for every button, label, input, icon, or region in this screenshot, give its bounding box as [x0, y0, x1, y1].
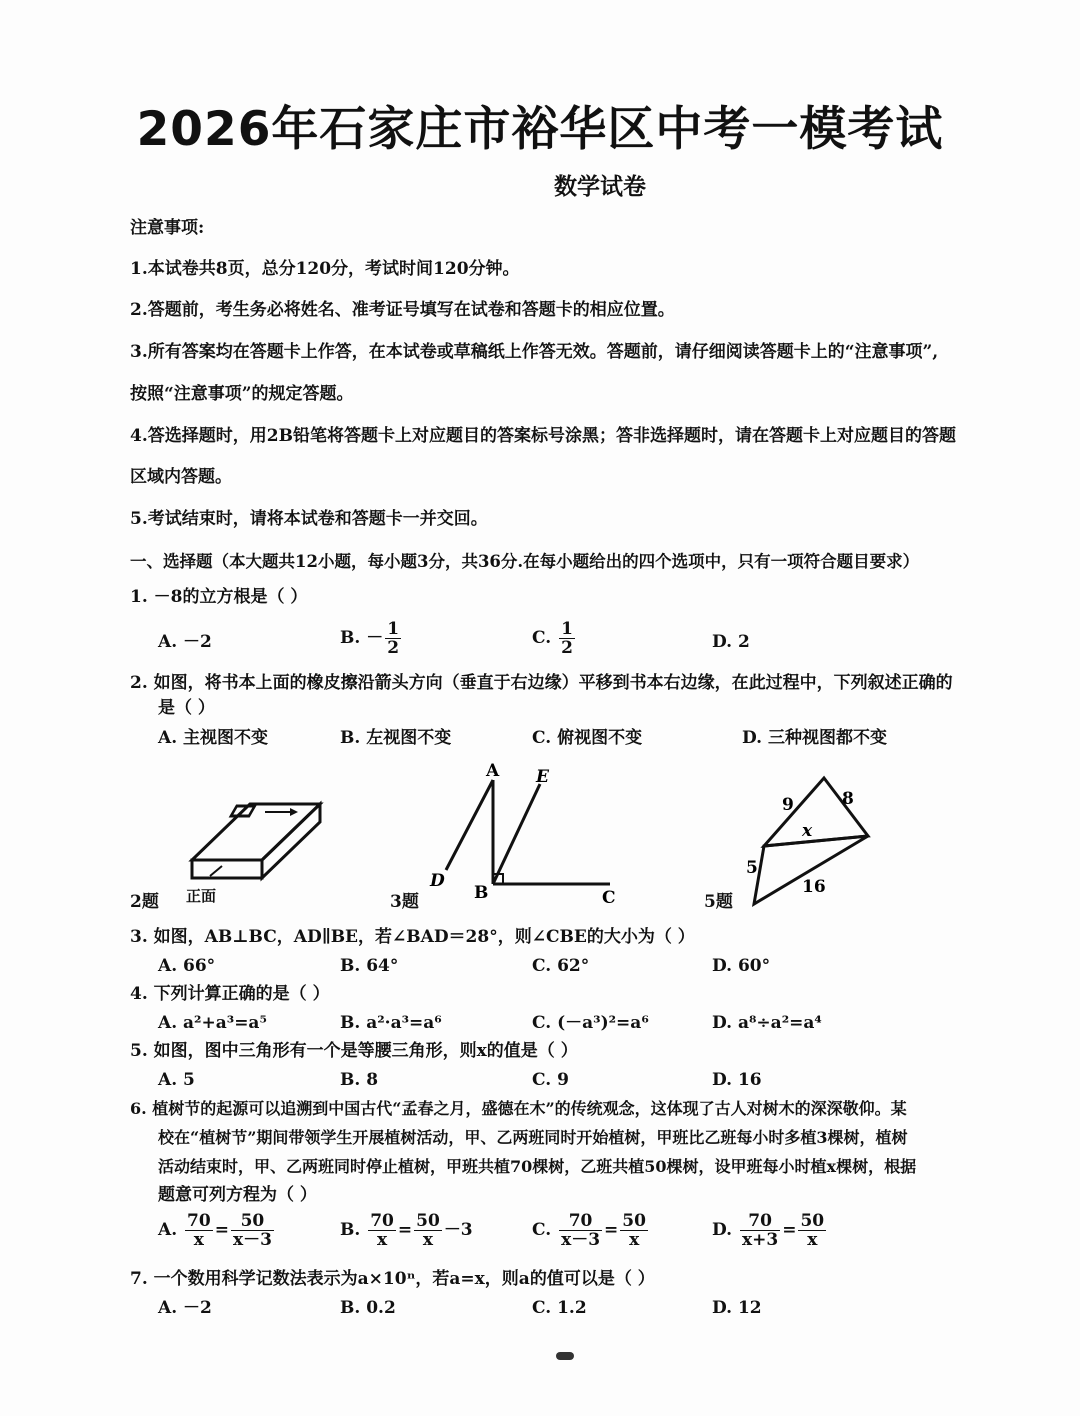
q5-option-c: C. 9: [532, 1070, 569, 1090]
question-5-stem: 5. 如图，图中三角形有一个是等腰三角形，则x的值是（ ）: [130, 1041, 578, 1061]
section-heading: 一、选择题（本大题共12小题，每小题3分，共36分.在每小题给出的四个选项中，只有一项符合题目要求）: [130, 552, 920, 571]
q3-option-b: B. 64°: [340, 956, 399, 976]
q1-option-d: D. 2: [712, 632, 750, 652]
fig3-point-d: D: [430, 871, 445, 891]
figure-5-triangles: [740, 770, 880, 910]
page-title: 2026年石家庄市裕华区中考一模考试: [136, 102, 944, 157]
fig5-side-16: 16: [802, 877, 826, 897]
q4-option-c: C. (－a³)²=a⁶: [532, 1013, 649, 1033]
q5-option-d: D. 16: [712, 1070, 762, 1090]
figure-3-angles: [420, 758, 620, 908]
q5-option-a: A. 5: [158, 1070, 195, 1090]
q6-option-d: D. $\frac{70}{x+3}$ = $\frac{50}{x}$: [712, 1211, 825, 1250]
q3-option-d: D. 60°: [712, 956, 771, 976]
notice-item-5: 5.考试结束时，请将本试卷和答题卡一并交回。: [130, 509, 488, 529]
question-3-stem: 3. 如图，AB⊥BC，AD∥BE，若∠BAD＝28°，则∠CBE的大小为（ ）: [130, 927, 695, 947]
q1-option-a: A. －2: [158, 632, 212, 652]
q1-option-b: B. － $\frac{1}{2}$: [340, 619, 400, 658]
fig5-side-x: x: [802, 821, 813, 841]
q6-option-b: B. $\frac{70}{x}$ = $\frac{50}{x}$ －3: [340, 1211, 473, 1250]
notice-heading: 注意事项:: [130, 218, 205, 238]
notice-item-4: 4.答选择题时，用2B铅笔将答题卡上对应题目的答案标号涂黑；答非选择题时，请在答题卡上对应题目的答题: [130, 426, 956, 446]
q2-option-a: A. 主视图不变: [158, 728, 269, 748]
fig5-side-9: 9: [782, 795, 794, 815]
figure-5-label: 5题: [704, 892, 733, 912]
q6-option-c: C. $\frac{70}{x-3}$ = $\frac{50}{x}$: [532, 1211, 646, 1250]
question-6-stem-4: 题意可列方程为（ ）: [158, 1185, 317, 1205]
notice-item-4-cont: 区域内答题。: [130, 467, 232, 487]
question-6-stem-1: 6. 植树节的起源可以追溯到中国古代“孟春之月，盛德在木”的传统观念，这体现了古人对树木的深深敬仰。某: [130, 1099, 907, 1118]
figure-3-label: 3题: [390, 892, 419, 912]
q7-option-c: C. 1.2: [532, 1298, 587, 1318]
q1-option-c: C. $\frac{1}{2}$: [532, 619, 573, 658]
q2-option-b: B. 左视图不变: [340, 728, 452, 748]
q2-option-d: D. 三种视图都不变: [742, 728, 887, 748]
fig5-side-8: 8: [842, 789, 854, 809]
question-1-stem: 1. －8的立方根是（ ）: [130, 587, 308, 607]
question-6-stem-2: 校在“植树节”期间带领学生开展植树活动，甲、乙两班同时开始植树，甲班比乙班每小时多植3棵树，植树: [158, 1128, 908, 1147]
notice-item-3: 3.所有答案均在答题卡上作答，在本试卷或草稿纸上作答无效。答题前，请仔细阅读答题卡上的“注意事项”,: [130, 342, 939, 362]
q3-option-c: C. 62°: [532, 956, 590, 976]
fig3-point-a: A: [486, 761, 500, 781]
fig3-point-b: B: [474, 883, 489, 903]
q7-option-d: D. 12: [712, 1298, 762, 1318]
notice-item-1: 1.本试卷共8页，总分120分，考试时间120分钟。: [130, 259, 520, 279]
figure-2-front-label: 正面: [186, 887, 217, 905]
figure-2-label: 2题: [130, 892, 159, 912]
question-2-stem: 2. 如图，将书本上面的橡皮擦沿箭头方向（垂直于右边缘）平移到书本右边缘，在此过程中，下列叙述正确的: [130, 673, 953, 693]
q4-option-a: A. a²+a³=a⁵: [158, 1013, 267, 1033]
question-2-stem-cont: 是（ ）: [158, 698, 215, 718]
q2-option-c: C. 俯视图不变: [532, 728, 643, 748]
question-4-stem: 4. 下列计算正确的是（ ）: [130, 984, 330, 1004]
notice-item-3-cont: 按照“注意事项”的规定答题。: [130, 384, 354, 404]
q5-option-b: B. 8: [340, 1070, 379, 1090]
q7-option-a: A. －2: [158, 1298, 212, 1318]
fig3-point-c: C: [602, 888, 616, 908]
q6-option-a: A. $\frac{70}{x}$ = $\frac{50}{x-3}$: [158, 1211, 272, 1250]
question-6-stem-3: 活动结束时，甲、乙两班同时停止植树，甲班共植70棵树，乙班共植50棵树，设甲班每小时植x棵树，根据: [158, 1157, 917, 1176]
q4-option-b: B. a²·a³=a⁶: [340, 1013, 442, 1033]
q4-option-d: D. a⁸÷a²=a⁴: [712, 1013, 822, 1033]
fig3-point-e: E: [536, 767, 549, 787]
figure-2-book: [180, 790, 330, 890]
page-subtitle: 数学试卷: [554, 173, 646, 200]
q3-option-a: A. 66°: [158, 956, 216, 976]
page-mark: [556, 1352, 574, 1360]
fig5-side-5: 5: [746, 858, 758, 878]
notice-item-2: 2.答题前，考生务必将姓名、准考证号填写在试卷和答题卡的相应位置。: [130, 300, 675, 320]
q7-option-b: B. 0.2: [340, 1298, 396, 1318]
question-7-stem: 7. 一个数用科学记数法表示为a×10ⁿ，若a=x，则a的值可以是（ ）: [130, 1269, 655, 1289]
